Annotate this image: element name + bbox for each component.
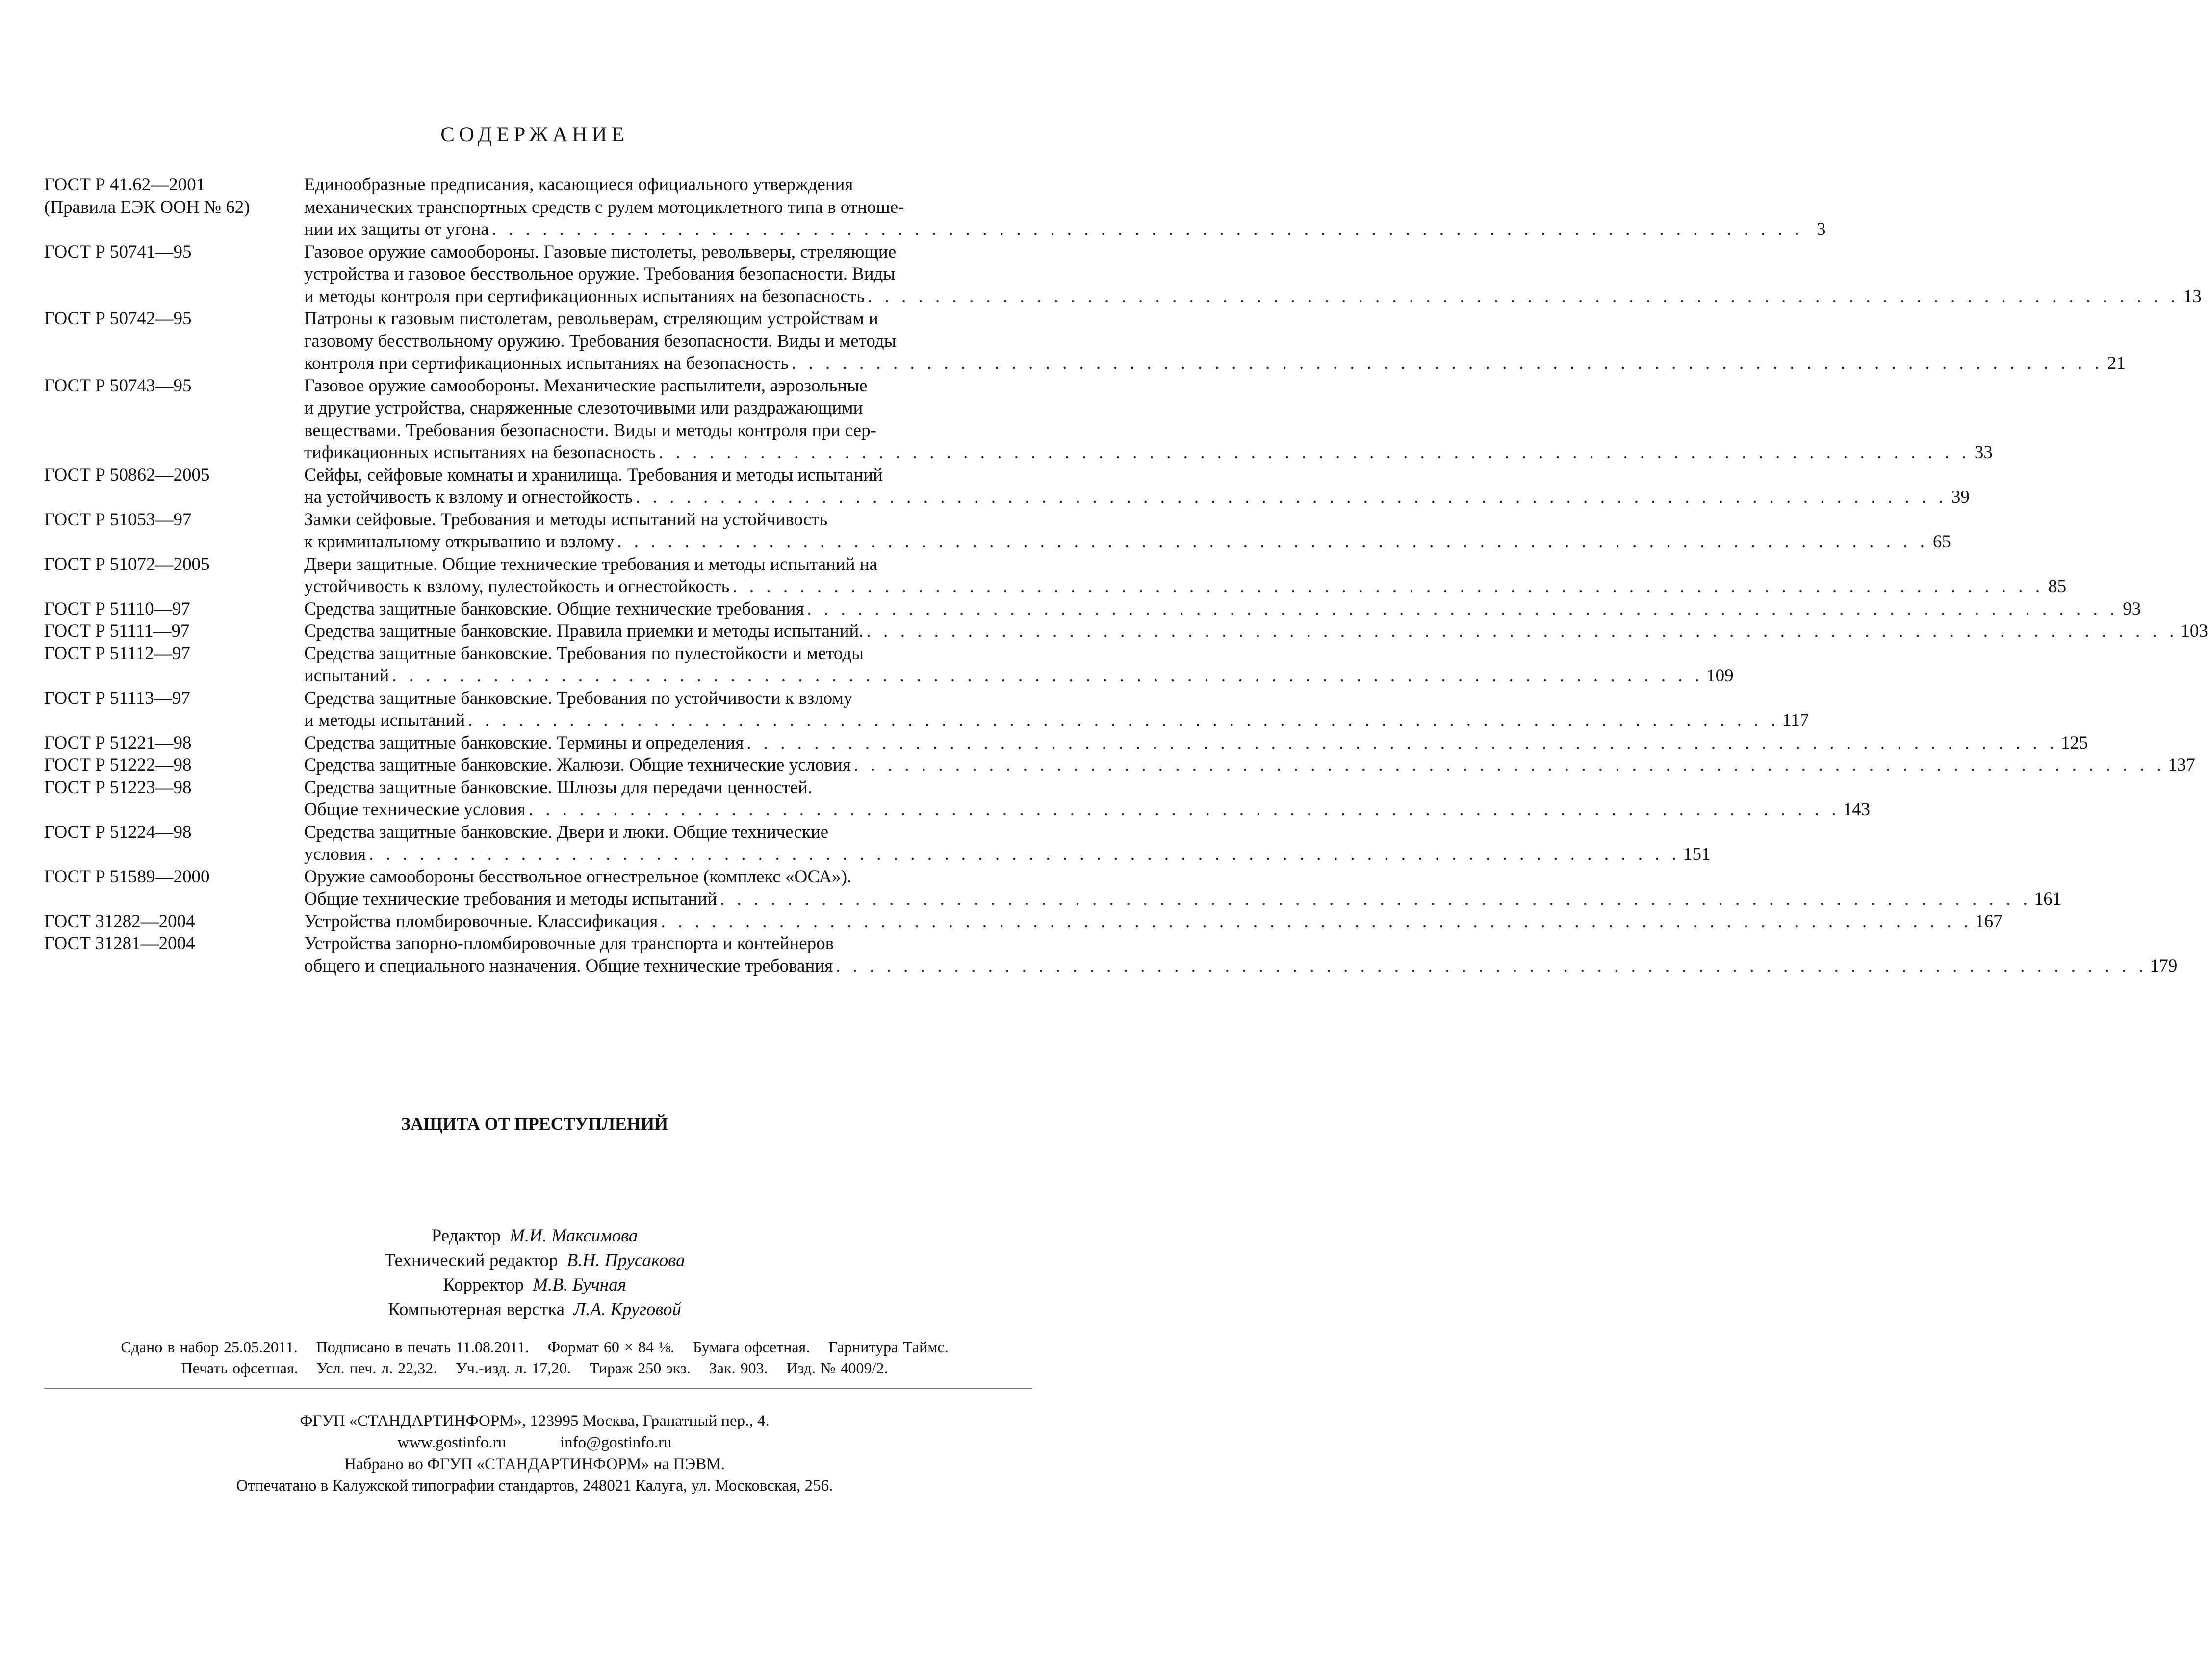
toc-entry (44, 241, 2202, 308)
toc-description-line: Средства защитные банковские. Шлюзы для передачи ценностей. (304, 777, 813, 798)
toc-description-line: Замки сейфовые. Требования и методы испытаний на устойчивость (304, 509, 828, 530)
dot-leader: . . . . . . . . . . . . . . . . . . . . . . . . . . . . . . . . . . . . . . . . . . . . . . . . . . . . . . . . . . . . . . . . . . . . . . . . . . . . . . (866, 621, 2178, 641)
toc-description-line: к криминальному открыванию и взлому (304, 532, 615, 552)
dot-leader: . . . . . . . . . . . . . . . . . . . . . . . . . . . . . . . . . . . . . . . . . . . . . . . . . . . . . . . . . . . . . . . . . . . . . . . . . . . . . . (617, 532, 1928, 552)
toc-description (304, 732, 2088, 754)
divider (44, 1388, 1032, 1389)
toc-standard-code (44, 932, 304, 955)
pub-sheets: Уч.-изд. л. 17,20. (456, 1359, 571, 1377)
toc-description-line: Средства защитные банковские. Общие технические требования (304, 598, 804, 619)
toc-page-number[interactable]: 161 (2034, 889, 2062, 909)
toc-code-line: ГОСТ Р 51110—97 (44, 598, 190, 619)
credit-label: Технический редактор (384, 1250, 558, 1270)
toc-description-line: Патроны к газовым пистолетам, револьверам, стреляющим устройствам и (304, 309, 878, 329)
toc-entry (44, 754, 2196, 776)
credit-label: Корректор (443, 1275, 524, 1295)
credit-name: В.Н. Прусакова (566, 1250, 685, 1270)
toc-description (304, 910, 2003, 933)
publisher-info (0, 1410, 1069, 1497)
toc-page-number[interactable]: 109 (1706, 666, 1734, 686)
toc-description-line: Устройства запорно-пломбировочные для транспорта и контейнеров (304, 933, 834, 954)
toc-code-line: ГОСТ Р 51112—97 (44, 643, 190, 664)
toc-code-line: ГОСТ Р 51113—97 (44, 688, 190, 708)
toc-page-number[interactable]: 13 (2183, 286, 2202, 307)
dot-leader: . . . . . . . . . . . . . . . . . . . . . . . . . . . . . . . . . . . . . . . . . . . . . . . . . . . . . . . . . . . . . . . . . . . . . . . . . . . . . . (807, 598, 2119, 619)
toc-standard-code (44, 174, 304, 218)
dot-leader: . . . . . . . . . . . . . . . . . . . . . . . . . . . . . . . . . . . . . . . . . . . . . . . . . . . . . . . . . . . . . . . . . . . . . . . . . . . . . . (732, 576, 2044, 596)
toc-title: СОДЕРЖАНИЕ (440, 123, 629, 146)
toc-description-line: Средства защитные банковские. Двери и люки. Общие технические (304, 822, 829, 842)
toc-code-line: ГОСТ Р 51589—2000 (44, 866, 210, 887)
toc-code-line: ГОСТ Р 51221—98 (44, 732, 192, 753)
toc-standard-code (44, 598, 304, 620)
toc-standard-code (44, 732, 304, 754)
toc-page-number[interactable]: 85 (2048, 576, 2067, 596)
toc-description-line: Общие технические требования и методы испытаний (304, 889, 717, 909)
toc-description (304, 643, 1734, 687)
toc-code-line: ГОСТ Р 51222—98 (44, 755, 192, 775)
dot-leader: . . . . . . . . . . . . . . . . . . . . . . . . . . . . . . . . . . . . . . . . . . . . . . . . . . . . . . . . . . . . . . . . . . . . . . . . . . . . . . (491, 219, 1803, 239)
toc-description (304, 308, 2126, 375)
order-number: Зак. 903. (709, 1359, 768, 1377)
typeset-note: Набрано во ФГУП «СТАНДАРТИНФОРМ» на ПЭВМ. (344, 1455, 725, 1473)
publication-number: Изд. № 4009/2. (786, 1359, 888, 1377)
toc-description (304, 241, 2202, 308)
dot-leader: . . . . . . . . . . . . . . . . . . . . . . . . . . . . . . . . . . . . . . . . . . . . . . . . . . . . . . . . . . . . . . . . . . . . . . . . . . . . . . (636, 487, 1947, 507)
toc-description-line: Оружие самообороны бесствольное огнестрельное (комплекс «ОСА»). (304, 866, 852, 887)
toc-page-number[interactable]: 179 (2150, 956, 2178, 976)
toc-page-number[interactable]: 65 (1932, 532, 1951, 552)
toc-entry (44, 866, 2062, 910)
toc-standard-code (44, 620, 304, 643)
toc-description-line: Единообразные предписания, касающиеся официального утверждения (304, 175, 853, 195)
toc-entry (44, 620, 2208, 643)
toc-description (304, 866, 2061, 910)
font-family-note: Гарнитура Таймс. (828, 1338, 949, 1356)
toc-entry (44, 464, 1970, 509)
toc-standard-code (44, 553, 304, 576)
toc-description-line: и методы контроля при сертификационных испытаниях на безопасность (304, 286, 865, 307)
toc-description-line: веществами. Требования безопасности. Виды и методы контроля при сер- (304, 420, 876, 440)
toc-page-number[interactable]: 137 (2168, 755, 2196, 775)
toc-code-line: ГОСТ Р 50862—2005 (44, 465, 210, 485)
toc-entry (44, 732, 2088, 754)
email-link[interactable]: info@gostinfo.ru (560, 1434, 672, 1451)
toc-entry (44, 643, 1734, 687)
toc-description-line: Двери защитные. Общие технические требования и методы испытаний на (304, 554, 877, 574)
toc-standard-code (44, 308, 304, 330)
toc-standard-code (44, 776, 304, 799)
toc-description-line: Средства защитные банковские. Правила приемки и методы испытаний. (304, 621, 864, 641)
credit-label: Редактор (431, 1226, 501, 1246)
toc-code-line: ГОСТ Р 51224—98 (44, 822, 192, 842)
toc-page-number[interactable]: 103 (2181, 621, 2208, 641)
toc-description-line: Газовое оружие самообороны. Газовые пистолеты, револьверы, стреляющие (304, 241, 897, 262)
toc-description-line: на устойчивость к взлому и огнестойкость (304, 487, 633, 507)
credit-layout (0, 1297, 1069, 1322)
toc-description-line: тификационных испытаниях на безопасность (304, 442, 656, 463)
toc-description (304, 464, 1970, 509)
toc-code-line: ГОСТ Р 51111—97 (44, 621, 190, 641)
dot-leader: . . . . . . . . . . . . . . . . . . . . . . . . . . . . . . . . . . . . . . . . . . . . . . . . . . . . . . . . . . . . . . . . . . . . . . . . . . . . . . (719, 889, 2031, 909)
toc-description-line: Средства защитные банковские. Требования по устойчивости к взлому (304, 688, 853, 708)
toc-entry (44, 910, 2003, 933)
toc-page-number[interactable]: 167 (1975, 911, 2003, 931)
toc-standard-code (44, 910, 304, 933)
toc-description-line: и методы испытаний (304, 710, 465, 730)
format: Формат 60 × 84 ⅛. (547, 1338, 674, 1356)
toc-code-line: (Правила ЕЭК ООН № 62) (44, 197, 250, 217)
toc-description-line: и другие устройства, снаряженные слезоточивыми или раздражающими (304, 398, 863, 418)
credit-editor (0, 1224, 1069, 1248)
toc-description-line: испытаний (304, 666, 389, 686)
toc-code-line: ГОСТ Р 41.62—2001 (44, 175, 205, 195)
dot-leader: . . . . . . . . . . . . . . . . . . . . . . . . . . . . . . . . . . . . . . . . . . . . . . . . . . . . . . . . . . . . . . . . . . . . . . . . . . . . . . (792, 353, 2103, 373)
toc-page-number[interactable]: 3 (1816, 219, 1826, 239)
toc-description-line: устройства и газовое бесствольное оружие. Требования безопасности. Виды (304, 264, 896, 284)
dot-leader: . . . . . . . . . . . . . . . . . . . . . . . . . . . . . . . . . . . . . . . . . . . . . . . . . . . . . . . . . . . . . . . . . . . . . . . . . . . . . . (853, 755, 2165, 775)
toc-description (304, 754, 2195, 776)
toc-description-line: Сейфы, сейфовые комнаты и хранилища. Требования и методы испытаний (304, 465, 883, 485)
toc-description-line: общего и специального назначения. Общие технические требования (304, 956, 833, 976)
toc-entry (44, 308, 2126, 375)
print-info (0, 1337, 1069, 1379)
print-info-row-2 (0, 1358, 1069, 1379)
toc-description-line: механических транспортных средств с рулем мотоциклетного типа в отноше- (304, 197, 904, 217)
toc-description-line: Средства защитные банковские. Жалюзи. Общие технические условия (304, 755, 851, 775)
print-info-row-1 (0, 1337, 1069, 1358)
toc-entry (44, 553, 2067, 598)
sent-date: Сдано в набор 25.05.2011. (121, 1338, 298, 1356)
toc-description (304, 553, 2066, 598)
toc-standard-code (44, 754, 304, 776)
toc-entry (44, 821, 1711, 866)
toc-description-line: Общие технические условия (304, 800, 526, 820)
paper: Бумага офсетная. (693, 1338, 810, 1356)
toc-page-number[interactable]: 117 (1782, 710, 1809, 730)
toc-description (304, 375, 1993, 464)
toc-code-line: ГОСТ Р 51072—2005 (44, 554, 210, 574)
toc-description (304, 174, 1825, 241)
toc-entry (44, 598, 2141, 620)
printed-note: Отпечатано в Калужской типографии стандартов, 248021 Калуга, ул. Московская, 256. (236, 1477, 833, 1495)
toc-description-line: Газовое оружие самообороны. Механические распылители, аэрозольные (304, 375, 868, 396)
toc-code-line: ГОСТ 31282—2004 (44, 911, 195, 931)
toc-page-number[interactable]: 39 (1951, 487, 1970, 507)
toc-entry (44, 932, 2178, 977)
toc-description-line: Средства защитные банковские. Требования по пулестойкости и методы (304, 643, 864, 664)
toc-code-line: ГОСТ 31281—2004 (44, 933, 195, 954)
toc-code-line: ГОСТ Р 50743—95 (44, 375, 192, 396)
dot-leader: . . . . . . . . . . . . . . . . . . . . . . . . . . . . . . . . . . . . . . . . . . . . . . . . . . . . . . . . . . . . . . . . . . . . . . . . . . . . . . (867, 286, 2179, 307)
toc-description-line: Устройства пломбировочные. Классификация (304, 911, 658, 931)
toc-code-line: ГОСТ Р 51053—97 (44, 509, 192, 530)
toc-description-line: устойчивость к взлому, пулестойкость и огнестойкость (304, 576, 730, 596)
dot-leader: . . . . . . . . . . . . . . . . . . . . . . . . . . . . . . . . . . . . . . . . . . . . . . . . . . . . . . . . . . . . . . . . . . . . . . . . . . . . . . (661, 911, 1973, 931)
section-title: ЗАЩИТА ОТ ПРЕСТУПЛЕНИЙ (401, 1114, 668, 1134)
toc-standard-code (44, 241, 304, 263)
credits-block (0, 1224, 1069, 1322)
toc-description (304, 687, 1809, 732)
credit-name: М.И. Максимова (510, 1226, 638, 1246)
toc-description-line: газовому бесствольному оружию. Требования безопасности. Виды и методы (304, 331, 897, 351)
toc-description-line: условия (304, 844, 366, 864)
toc-standard-code (44, 687, 304, 710)
printing: Печать офсетная. (181, 1359, 298, 1377)
toc-standard-code (44, 643, 304, 665)
dot-leader: . . . . . . . . . . . . . . . . . . . . . . . . . . . . . . . . . . . . . . . . . . . . . . . . . . . . . . . . . . . . . . . . . . . . . . . . . . . . . . (659, 442, 1970, 463)
toc-standard-code (44, 866, 304, 888)
toc-standard-code (44, 821, 304, 844)
publisher-address: ФГУП «СТАНДАРТИНФОРМ», 123995 Москва, Гранатный пер., 4. (300, 1412, 770, 1430)
toc-description-line: нии их защиты от угона (304, 219, 489, 239)
toc-page-number[interactable]: 93 (2123, 598, 2141, 619)
toc-description (304, 932, 2177, 977)
toc-description (304, 821, 1710, 866)
toc-standard-code (44, 375, 304, 397)
toc-entry (44, 687, 1809, 732)
credit-proofreader (0, 1273, 1069, 1297)
toc-entry (44, 375, 1993, 464)
toc-entry (44, 509, 1951, 553)
table-of-contents (44, 174, 2208, 977)
toc-entry (44, 776, 1870, 821)
toc-entry (44, 174, 1826, 241)
toc-standard-code (44, 464, 304, 487)
toc-code-line: ГОСТ Р 50741—95 (44, 241, 192, 262)
toc-description-line: Средства защитные банковские. Термины и определения (304, 732, 744, 753)
dot-leader: . . . . . . . . . . . . . . . . . . . . . . . . . . . . . . . . . . . . . . . . . . . . . . . . . . . . . . . . . . . . . . . . . . . . . . . . . . . . . . (468, 710, 1780, 730)
toc-page-number[interactable]: 143 (1843, 800, 1870, 820)
dot-leader: . . . . . . . . . . . . . . . . . . . . . . . . . . . . . . . . . . . . . . . . . . . . . . . . . . . . . . . . . . . . . . . . . . . . . . . . . . . . . . (392, 666, 1704, 686)
toc-page-number[interactable]: 33 (1974, 442, 1993, 463)
signed-date: Подписано в печать 11.08.2011. (316, 1338, 529, 1356)
toc-code-line: ГОСТ Р 51223—98 (44, 777, 192, 798)
print-run: Тираж 250 экз. (590, 1359, 691, 1377)
website-link[interactable]: www.gostinfo.ru (397, 1434, 507, 1451)
toc-code-line: ГОСТ Р 50742—95 (44, 309, 192, 329)
toc-description (304, 509, 1951, 553)
toc-description (304, 776, 1870, 821)
credit-name: М.В. Бучная (533, 1275, 626, 1295)
toc-standard-code (44, 509, 304, 531)
dot-leader: . . . . . . . . . . . . . . . . . . . . . . . . . . . . . . . . . . . . . . . . . . . . . . . . . . . . . . . . . . . . . . . . . . . . . . . . . . . . . . (746, 732, 2058, 753)
publisher-contacts (0, 1432, 1069, 1453)
dot-leader: . . . . . . . . . . . . . . . . . . . . . . . . . . . . . . . . . . . . . . . . . . . . . . . . . . . . . . . . . . . . . . . . . . . . . . . . . . . . . . (528, 800, 1840, 820)
toc-description (304, 620, 2208, 643)
print-sheets: Усл. печ. л. 22,32. (316, 1359, 437, 1377)
toc-description-line: контроля при сертификационных испытаниях на безопасность (304, 353, 789, 373)
credit-name: Л.А. Круговой (573, 1299, 681, 1319)
toc-page-number[interactable]: 125 (2061, 732, 2088, 753)
dot-leader: . . . . . . . . . . . . . . . . . . . . . . . . . . . . . . . . . . . . . . . . . . . . . . . . . . . . . . . . . . . . . . . . . . . . . . . . . . . . . . (369, 844, 1680, 864)
toc-page-number[interactable]: 151 (1683, 844, 1711, 864)
toc-description (304, 598, 2141, 620)
dot-leader: . . . . . . . . . . . . . . . . . . . . . . . . . . . . . . . . . . . . . . . . . . . . . . . . . . . . . . . . . . . . . . . . . . . . . . . . . . . . . . (836, 956, 2147, 976)
credit-tech-editor (0, 1248, 1069, 1273)
toc-page-number[interactable]: 21 (2107, 353, 2126, 373)
credit-label: Компьютерная верстка (387, 1299, 565, 1319)
